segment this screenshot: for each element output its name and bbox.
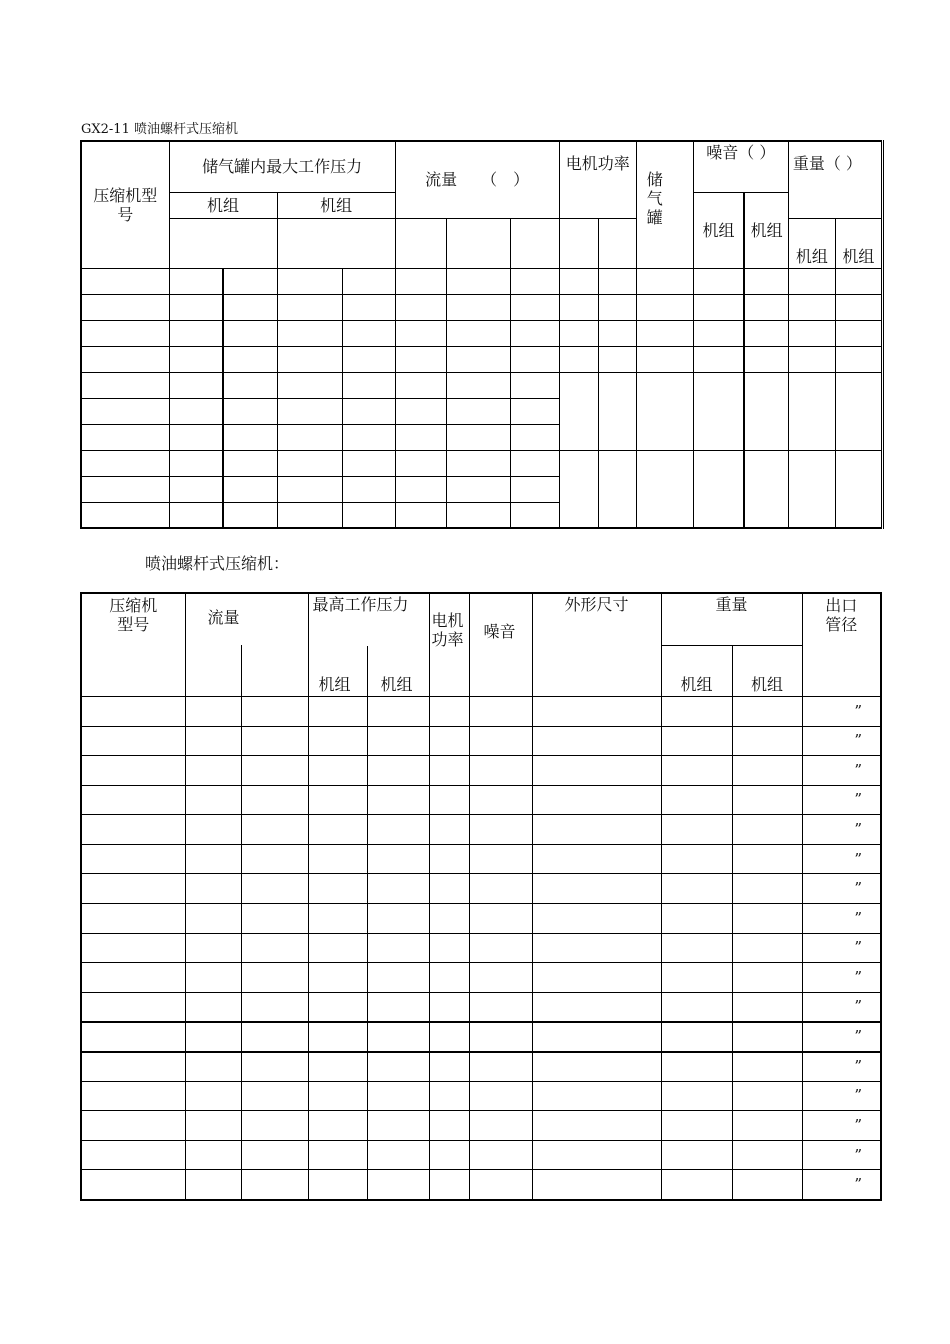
cell (732, 726, 802, 756)
cell (532, 696, 661, 726)
cell (367, 933, 429, 963)
cell (241, 1140, 308, 1170)
cell (367, 1052, 429, 1082)
cell (81, 933, 185, 963)
cell (532, 1170, 661, 1200)
cell (429, 992, 469, 1022)
cell (241, 874, 308, 904)
cell (732, 874, 802, 904)
cell (367, 696, 429, 726)
cell (81, 815, 185, 845)
cell (469, 815, 532, 845)
outlet-mark: ” (802, 785, 881, 815)
cell (81, 904, 185, 934)
table-row (81, 1111, 881, 1141)
cell (661, 1052, 732, 1082)
cell (185, 645, 241, 696)
cell (81, 1022, 185, 1052)
weight-unit-a: 机组 (788, 218, 835, 268)
cell (185, 933, 241, 963)
cell (81, 1170, 185, 1200)
cell (308, 726, 367, 756)
cell (185, 1022, 241, 1052)
cell (185, 1081, 241, 1111)
header-flow: 流量 (185, 593, 308, 645)
cell (661, 992, 732, 1022)
cell (532, 1111, 661, 1141)
table-row (81, 756, 881, 786)
cell (367, 756, 429, 786)
cell (241, 645, 308, 696)
header-motor-power: 电机功率 (559, 141, 636, 218)
header-model: 压缩机型号 (81, 141, 169, 268)
cell (732, 992, 802, 1022)
cell (469, 1081, 532, 1111)
cell (661, 874, 732, 904)
cell (367, 1081, 429, 1111)
cell (241, 992, 308, 1022)
pressure-unit-a: 机组 (169, 192, 277, 218)
cell (367, 1111, 429, 1141)
cell (241, 785, 308, 815)
cell (469, 726, 532, 756)
cell (429, 933, 469, 963)
cell (469, 696, 532, 726)
outlet-mark: ” (802, 1022, 881, 1052)
header-model: 压缩机型号 (81, 593, 185, 696)
cell (429, 844, 469, 874)
table-row (81, 372, 883, 398)
cell (469, 933, 532, 963)
outlet-mark: ” (802, 696, 881, 726)
cell (81, 785, 185, 815)
cell (241, 963, 308, 993)
cell (661, 933, 732, 963)
cell (532, 933, 661, 963)
cell (81, 1081, 185, 1111)
outlet-mark: ” (802, 874, 881, 904)
header-outlet: 出口管径 (802, 593, 881, 696)
cell (241, 815, 308, 845)
cell (308, 1170, 367, 1200)
table2-caption: 喷油螺杆式压缩机： (145, 554, 290, 573)
cell (367, 785, 429, 815)
weight-unit-b: 机组 (835, 218, 882, 268)
cell (308, 904, 367, 934)
cell (395, 218, 446, 268)
cell (469, 874, 532, 904)
table-row (81, 992, 881, 1022)
cell (277, 218, 395, 268)
cell (429, 1140, 469, 1170)
cell (732, 696, 802, 726)
cell (241, 726, 308, 756)
cell (308, 756, 367, 786)
cell (308, 992, 367, 1022)
cell (308, 874, 367, 904)
outlet-mark: ” (802, 1140, 881, 1170)
cell (732, 815, 802, 845)
cell (308, 696, 367, 726)
cell (308, 1052, 367, 1082)
cell (532, 904, 661, 934)
cell (469, 1140, 532, 1170)
cell (429, 904, 469, 934)
cell (469, 1111, 532, 1141)
cell (532, 1022, 661, 1052)
header-noise: 噪音 (469, 593, 532, 696)
cell (661, 963, 732, 993)
cell (532, 1140, 661, 1170)
weight-unit-a: 机组 (661, 645, 732, 696)
max-pressure-label: 最高工作压力 (312, 595, 409, 614)
table-row (81, 268, 883, 294)
outlet-mark: ” (802, 726, 881, 756)
cell (308, 1140, 367, 1170)
outlet-mark: ” (802, 844, 881, 874)
cell (308, 1022, 367, 1052)
table-row (81, 294, 883, 320)
table-row (81, 1170, 881, 1200)
cell (308, 815, 367, 845)
cell (661, 1111, 732, 1141)
cell (661, 1081, 732, 1111)
cell (185, 963, 241, 993)
cell (429, 963, 469, 993)
table-row (81, 346, 883, 372)
table-row (81, 1022, 881, 1052)
cell (429, 1170, 469, 1200)
cell (241, 1111, 308, 1141)
cell (81, 963, 185, 993)
cell (308, 963, 367, 993)
cell (241, 696, 308, 726)
cell (81, 696, 185, 726)
cell (81, 1111, 185, 1141)
cell (308, 1111, 367, 1141)
header-dimensions: 外形尺寸 (532, 593, 661, 696)
outlet-mark: ” (802, 1052, 881, 1082)
cell (308, 844, 367, 874)
cell (241, 1170, 308, 1200)
table-row (81, 1140, 881, 1170)
cell (532, 874, 661, 904)
header-flow: 流量 （ ） (395, 141, 559, 218)
cell (532, 726, 661, 756)
cell (661, 1140, 732, 1170)
cell (469, 963, 532, 993)
table-row (81, 844, 881, 874)
cell (661, 904, 732, 934)
table-row (81, 963, 881, 993)
cell (732, 1140, 802, 1170)
pressure-unit-b: 机组 (277, 192, 395, 218)
header-tank: 储气罐 (636, 141, 693, 268)
pressure-unit-a: 机组 (318, 674, 351, 694)
cell (732, 756, 802, 786)
cell (532, 1052, 661, 1082)
weight-unit-b: 机组 (732, 645, 802, 696)
cell (241, 1052, 308, 1082)
cell (469, 904, 532, 934)
cell (429, 874, 469, 904)
cell (732, 1170, 802, 1200)
cell (661, 1022, 732, 1052)
cell (367, 992, 429, 1022)
cell (732, 904, 802, 934)
cell (732, 1081, 802, 1111)
cell (532, 756, 661, 786)
header-max-pressure: 储气罐内最大工作压力 (169, 141, 395, 192)
table-row (81, 1081, 881, 1111)
cell (732, 933, 802, 963)
cell (469, 992, 532, 1022)
cell (185, 815, 241, 845)
cell (241, 1081, 308, 1111)
compressor-table-1 (80, 140, 884, 529)
cell (598, 218, 636, 268)
cell (532, 963, 661, 993)
cell (185, 785, 241, 815)
cell (241, 933, 308, 963)
cell (559, 218, 598, 268)
header-noise: 噪音（ ） (693, 141, 788, 192)
cell (185, 992, 241, 1022)
cell (429, 1081, 469, 1111)
header-weight: 重量 (661, 593, 802, 645)
cell (367, 844, 429, 874)
cell (661, 756, 732, 786)
outlet-mark: ” (802, 904, 881, 934)
cell (469, 1052, 532, 1082)
table-row (81, 450, 883, 476)
cell (532, 844, 661, 874)
cell (241, 904, 308, 934)
cell (661, 696, 732, 726)
cell (185, 1052, 241, 1082)
cell (429, 1052, 469, 1082)
noise-unit-a: 机组 (693, 192, 744, 268)
cell (532, 1081, 661, 1111)
cell (185, 1140, 241, 1170)
cell (469, 844, 532, 874)
cell (469, 1170, 532, 1200)
cell (81, 1052, 185, 1082)
cell (367, 963, 429, 993)
cell (185, 1170, 241, 1200)
cell (169, 218, 277, 268)
table-row (81, 874, 881, 904)
cell (185, 756, 241, 786)
noise-unit-b: 机组 (744, 192, 788, 268)
cell (732, 785, 802, 815)
cell (429, 1022, 469, 1052)
cell (510, 218, 559, 268)
cell (732, 1052, 802, 1082)
header-motor-power: 电机功率 (429, 593, 469, 696)
cell (81, 1140, 185, 1170)
cell (367, 1170, 429, 1200)
cell (429, 696, 469, 726)
table-row (81, 785, 881, 815)
outlet-mark: ” (802, 1111, 881, 1141)
cell (185, 696, 241, 726)
table-row (81, 933, 881, 963)
cell (185, 844, 241, 874)
cell (732, 1111, 802, 1141)
compressor-table-2 (80, 592, 882, 1201)
cell (185, 1111, 241, 1141)
cell (81, 726, 185, 756)
outlet-mark: ” (802, 992, 881, 1022)
cell (81, 844, 185, 874)
table-row (81, 320, 883, 346)
pressure-unit-b: 机组 (380, 674, 413, 694)
cell (469, 1022, 532, 1052)
outlet-mark: ” (802, 963, 881, 993)
cell (661, 815, 732, 845)
cell (241, 756, 308, 786)
header-weight: 重量（ ） (788, 141, 882, 218)
table-row (81, 904, 881, 934)
cell (429, 726, 469, 756)
cell (308, 933, 367, 963)
cell (532, 815, 661, 845)
outlet-mark: ” (802, 1081, 881, 1111)
cell (732, 844, 802, 874)
cell (241, 844, 308, 874)
cell (241, 1022, 308, 1052)
cell (429, 785, 469, 815)
cell (185, 726, 241, 756)
cell (661, 785, 732, 815)
cell (532, 992, 661, 1022)
header-max-pressure (308, 593, 429, 696)
outlet-mark: ” (802, 815, 881, 845)
cell (446, 218, 510, 268)
cell (367, 904, 429, 934)
cell (367, 1140, 429, 1170)
cell (661, 844, 732, 874)
table-row (81, 726, 881, 756)
outlet-mark: ” (802, 1170, 881, 1200)
outlet-mark: ” (802, 933, 881, 963)
cell (81, 874, 185, 904)
table-row (81, 696, 881, 726)
table-row (81, 1052, 881, 1082)
cell (469, 785, 532, 815)
cell (308, 1081, 367, 1111)
table1-caption: GX2-11 喷油螺杆式压缩机 (81, 122, 238, 137)
cell (185, 874, 241, 904)
cell (367, 726, 429, 756)
divider (367, 646, 368, 696)
cell (308, 785, 367, 815)
cell (367, 874, 429, 904)
table-row (81, 815, 881, 845)
cell (429, 1111, 469, 1141)
cell (185, 904, 241, 934)
outlet-mark: ” (802, 756, 881, 786)
cell (429, 815, 469, 845)
cell (469, 756, 532, 786)
cell (661, 1170, 732, 1200)
cell (81, 756, 185, 786)
cell (732, 1022, 802, 1052)
cell (661, 726, 732, 756)
cell (367, 815, 429, 845)
cell (429, 756, 469, 786)
cell (367, 1022, 429, 1052)
cell (732, 963, 802, 993)
cell (532, 785, 661, 815)
cell (81, 992, 185, 1022)
